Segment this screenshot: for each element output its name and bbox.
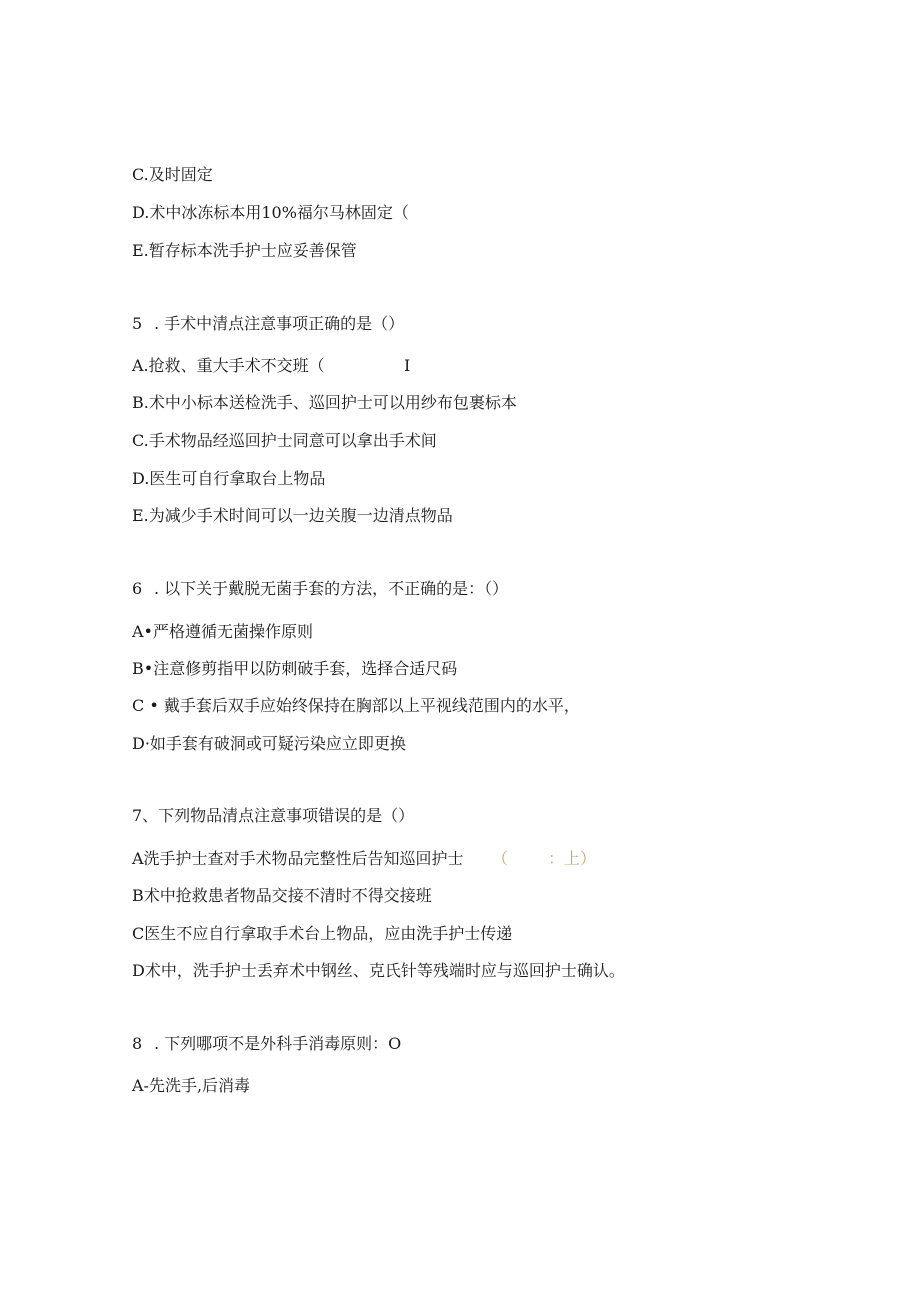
q6-option-c: C • 戴手套后双手应始终保持在胸部以上平视线范围内的水平， xyxy=(132,696,580,715)
q5-stem-text: . 手术中清点注意事项正确的是（） xyxy=(154,314,405,333)
q5-stray-mark: I xyxy=(404,356,411,375)
q7-option-b: B术中抢救患者物品交接不清时不得交接班 xyxy=(132,886,432,905)
q4-option-e: E.暂存标本洗手护士应妥善保管 xyxy=(132,241,357,260)
q7-faint-note-open: （ xyxy=(492,849,509,868)
q8-option-a: A-先洗手,后消毒 xyxy=(132,1076,251,1095)
q7-faint-note-close: ：上） xyxy=(548,849,597,868)
q8-stem-text: . 下列哪项不是外科手消毒原则：O xyxy=(154,1034,402,1053)
q7-option-a: A洗手护士查对手术物品完整性后告知巡回护士 xyxy=(132,849,464,868)
q5-option-a: A.抢救、重大手术不交班（ xyxy=(132,356,325,375)
q5-option-e: E.为减少手术时间可以一边关腹一边清点物品 xyxy=(132,506,453,525)
q5-stem xyxy=(132,314,404,334)
q4-option-c: C.及时固定 xyxy=(132,165,213,184)
q7-option-d: D术中，洗手护士丢弃术中钢丝、克氏针等残端时应与巡回护士确认。 xyxy=(132,961,625,980)
q8-stem xyxy=(132,1034,401,1054)
q5-number: 5 xyxy=(132,314,143,333)
q7-stem: 7、下列物品清点注意事项错误的是（） xyxy=(132,806,415,825)
q5-option-b: B.术中小标本送检洗手、巡回护士可以用纱布包裹标本 xyxy=(132,393,517,412)
q6-option-a: A•严格遵循无菌操作原则 xyxy=(132,622,313,641)
q7-option-c: C医生不应自行拿取手术台上物品，应由洗手护士传递 xyxy=(132,924,513,943)
q8-number: 8 xyxy=(132,1034,143,1053)
q6-stem-text: . 以下关于戴脱无菌手套的方法，不正确的是：（） xyxy=(154,579,509,598)
q5-option-c: C.手术物品经巡回护士同意可以拿出手术间 xyxy=(132,431,437,450)
q5-option-d: D.医生可自行拿取台上物品 xyxy=(132,469,326,488)
q6-option-b: B•注意修剪指甲以防刺破手套，选择合适尺码 xyxy=(132,659,458,678)
q6-option-d: D·如手套有破洞或可疑污染应立即更换 xyxy=(132,734,406,753)
q6-number: 6 xyxy=(132,579,143,598)
q4-option-d: D.术中冰冻标本用10%福尔马林固定（ xyxy=(132,203,409,222)
q6-stem xyxy=(132,579,508,599)
